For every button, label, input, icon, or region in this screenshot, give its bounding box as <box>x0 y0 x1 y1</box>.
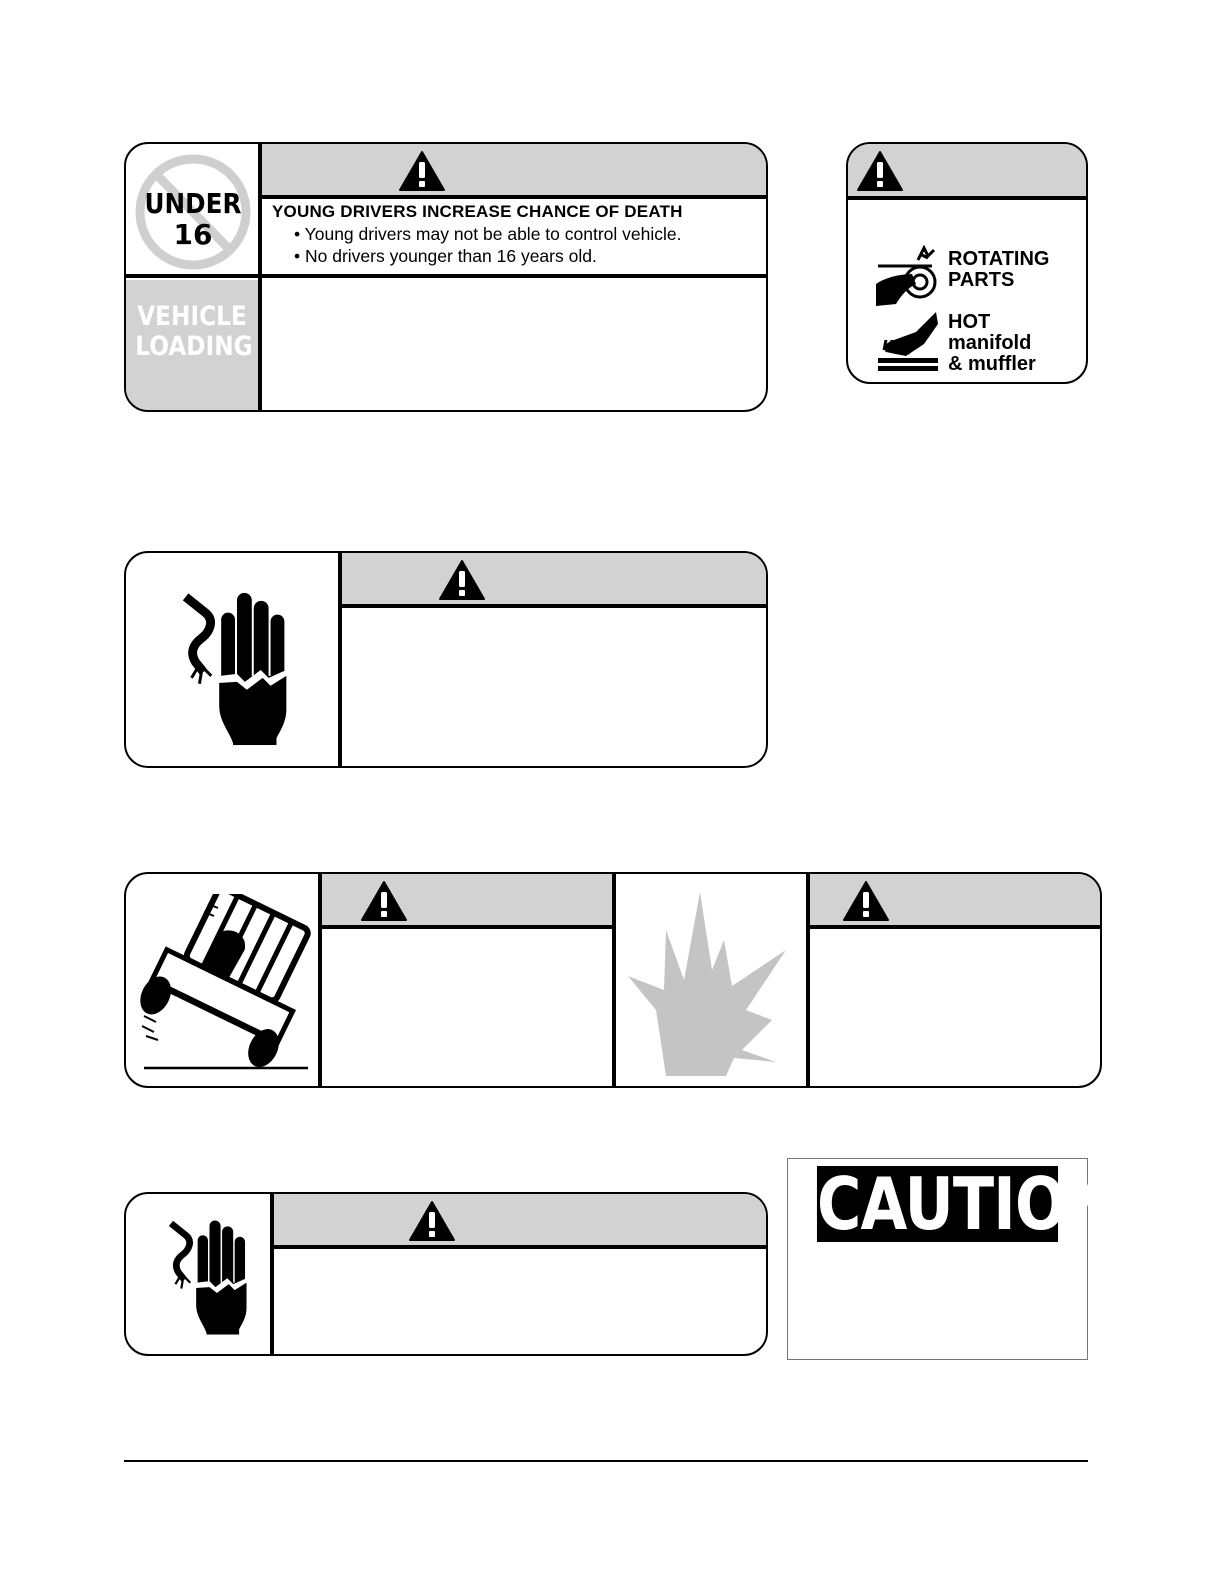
rotating-hot-warning-label <box>846 142 1088 384</box>
badge-text: UNDER 16 <box>144 187 242 251</box>
rotating-parts-icon <box>874 244 940 308</box>
vehicle-loading-text: VEHICLE LOADING <box>135 301 253 362</box>
signal-header <box>274 1194 766 1245</box>
vehicle-rollover-icon <box>138 894 316 1074</box>
warning-triangle-icon <box>408 1200 456 1242</box>
electric-shock-hand-icon <box>170 587 300 747</box>
caution-sign <box>787 1158 1116 1360</box>
explosion-icon <box>626 890 796 1080</box>
rotating-parts-text: ROTATING PARTS <box>948 248 1050 291</box>
electric-shock-small-warning-label <box>124 1192 768 1356</box>
rollover-explosion-warning-label <box>124 872 1102 1088</box>
hazard-bullet: • No drivers younger than 16 years old. <box>294 246 597 266</box>
hazard-bullet: • Young drivers may not be able to control vehicle. <box>294 224 682 244</box>
signal-header <box>342 553 766 604</box>
electric-shock-hand-icon <box>158 1216 258 1336</box>
under-16-warning-label <box>124 142 768 412</box>
caution-heading: CAUTION <box>816 1162 1116 1246</box>
warning-triangle-icon <box>438 559 486 601</box>
footer-rule <box>124 1460 1088 1462</box>
signal-header <box>262 144 766 195</box>
warning-triangle-icon <box>856 150 904 192</box>
hot-surface-text: HOT manifold & muffler <box>948 311 1036 375</box>
warning-triangle-icon <box>360 880 408 922</box>
electric-shock-warning-label <box>124 551 768 768</box>
under-16-badge <box>134 150 252 274</box>
warning-triangle-icon <box>398 150 446 192</box>
warning-triangle-icon <box>842 880 890 922</box>
hazard-heading: YOUNG DRIVERS INCREASE CHANCE OF DEATH <box>272 202 683 221</box>
hot-surface-icon <box>876 310 940 374</box>
